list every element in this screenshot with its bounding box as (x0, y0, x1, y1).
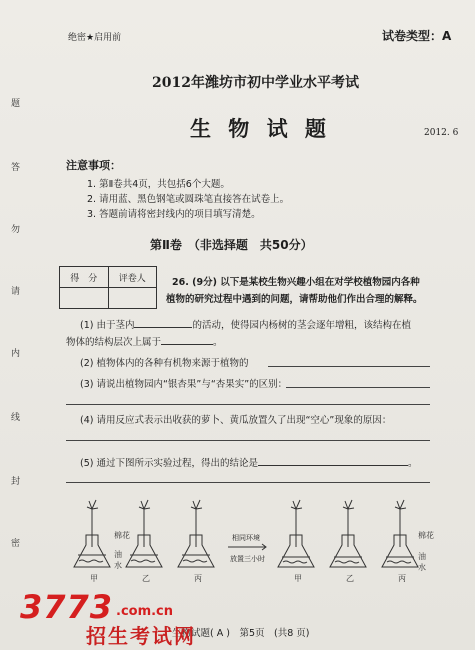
flask-icon (278, 500, 314, 567)
margin-char: 题 (11, 99, 21, 109)
score-cell[interactable] (60, 288, 109, 309)
watermark-logo: 3773 (20, 588, 114, 626)
q26-1-cont (66, 333, 223, 348)
q26-1-blank-b[interactable] (161, 333, 213, 345)
q26-4-answer-line[interactable] (66, 440, 430, 441)
label-cotton: 棉花 (114, 531, 130, 540)
q26-1-text-a: (1) 由于茎内 (80, 320, 135, 331)
notes-heading: 注意事项： (66, 159, 121, 172)
q26-1 (80, 316, 411, 331)
note-item: 2. 请用蓝、黑色钢笔或圆珠笔直接答在试卷上。 (87, 194, 290, 205)
q26-5-blank[interactable] (258, 454, 408, 466)
label-water: 水 (114, 561, 122, 570)
score-table (59, 266, 157, 309)
q26-intro-line2: 植物的研究过程中遇到的问题，请帮助他们作出合理的解释。 (166, 294, 423, 305)
flask-name: 乙 (346, 574, 354, 583)
secret-label: 绝密★启用前 (68, 33, 122, 43)
label-oil: 油 (114, 550, 122, 559)
condition-text: 放置三小时 (230, 555, 265, 563)
margin-char: 线 (11, 413, 21, 423)
note-item: 3. 答题前请将密封线内的项目填写清楚。 (87, 209, 261, 220)
margin-char: 封 (11, 477, 21, 487)
flask-icon (74, 500, 110, 567)
note-item: 1. 第Ⅱ卷共4页，共包括6个大题。 (87, 179, 230, 190)
q26-2-answer-line[interactable] (268, 366, 430, 367)
q26-1-text-c: 物体的结构层次上属于 (66, 337, 162, 348)
q26-5-answer-line[interactable] (66, 482, 430, 483)
q26-1-text-b: 的活动，使得园内杨树的茎会逐年增粗，该结构在植 (192, 320, 411, 331)
q26-1-blank-a[interactable] (134, 316, 192, 328)
condition-text: 相同环境 (232, 534, 260, 542)
exam-title: 2012年潍坊市初中学业水平考试 (152, 75, 359, 91)
flask-icon (178, 500, 214, 567)
flask-icon (382, 500, 418, 567)
margin-char: 内 (11, 349, 21, 359)
watermark-domain: .com.cn (116, 604, 174, 619)
margin-char: 勿 (11, 225, 21, 235)
flask-name: 甲 (90, 574, 98, 583)
period: 。 (213, 337, 223, 348)
watermark-site-name: 招生考试网 (86, 624, 196, 648)
margin-char: 密 (11, 539, 21, 549)
label-oil: 油 (418, 552, 426, 561)
flask-name: 丙 (398, 574, 406, 583)
q26-5 (80, 454, 418, 469)
flask-name: 乙 (142, 574, 150, 583)
paper-type: 试卷类型：A (382, 29, 452, 43)
flask-name: 甲 (294, 574, 302, 583)
margin-char: 答 (11, 163, 21, 173)
q26-4: (4) 请用反应式表示出收获的萝卜、黄瓜放置久了出现“空心”现象的原因： (80, 415, 392, 426)
score-header: 得 分 (60, 267, 109, 288)
margin-char: 请 (11, 287, 21, 297)
q26-3-answer-line[interactable] (286, 387, 430, 388)
subject-title: 生 物 试 题 (190, 117, 331, 141)
period: 。 (407, 458, 418, 469)
exam-date: 2012. 6 (424, 128, 459, 138)
q26-5-text: (5) 通过下图所示实验过程，得出的结论是 (80, 458, 258, 469)
q26-3: (3) 请说出植物园内“银杏果”与“杏果实”的区别： (80, 379, 288, 390)
q26-3-answer-line-2[interactable] (66, 404, 430, 405)
section-title: 第Ⅱ卷 （非选择题 共50分） (150, 238, 313, 252)
label-water: 水 (418, 563, 426, 572)
flask-icon (330, 500, 366, 567)
page-footer: 生物试题( A ) 第5页 (共8 页) (172, 628, 310, 639)
q26-2: (2) 植物体内的各种有机物来源于植物的 (80, 358, 249, 369)
grader-cell[interactable] (108, 288, 157, 309)
grader-header: 评卷人 (108, 267, 157, 288)
flask-icon (126, 500, 162, 567)
q26-intro-line1: 26. (9分) 以下是某校生物兴趣小组在对学校植物园内各种 (172, 277, 420, 288)
flask-name: 丙 (194, 574, 202, 583)
label-cotton: 棉花 (418, 531, 434, 540)
